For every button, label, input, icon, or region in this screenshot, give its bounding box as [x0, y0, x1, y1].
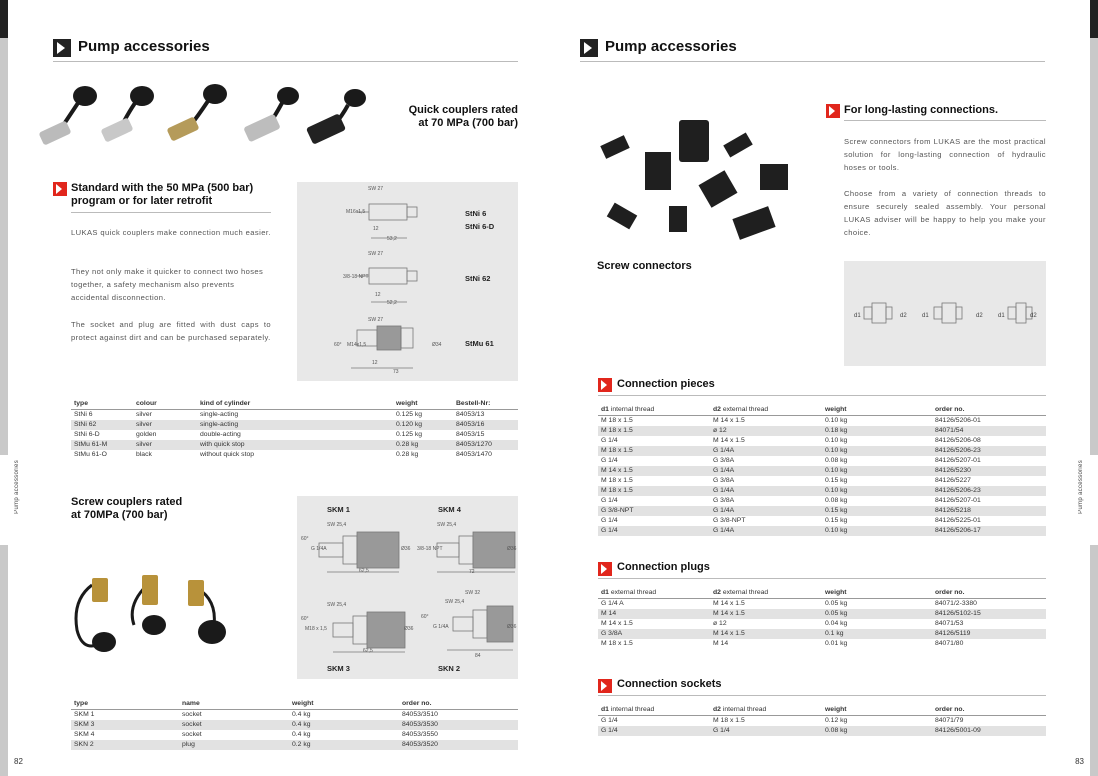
table-cell: M 14 x 1.5	[710, 609, 822, 619]
table-cell: M 18 x 1.5	[598, 446, 710, 456]
dim-sw-2: SW 27	[368, 251, 384, 257]
standard-para-1: LUKAS quick couplers make connection much easier.	[71, 228, 271, 237]
table-cell: 0.08 kg	[825, 456, 848, 464]
standard-heading-line1: Standard with the 50 MPa (500 bar)	[71, 182, 254, 194]
table-cell: 0.28 kg	[393, 440, 453, 450]
label-skn-2: SKN 2	[438, 664, 461, 673]
table-cell: StMu 61-M	[71, 440, 133, 450]
table-cell: 84071/53	[935, 619, 964, 627]
col-kind: kind of cylinder	[197, 398, 393, 409]
table-row	[71, 740, 518, 750]
table-cell: plug	[179, 740, 289, 750]
column-header	[710, 404, 822, 415]
table-row	[71, 720, 518, 730]
quick-couplers-heading	[380, 104, 518, 130]
table-cell: M 18 x 1.5	[601, 416, 633, 424]
table-cell: M 14 x 1.5	[710, 629, 822, 639]
connection-sockets-arrow-icon	[598, 679, 612, 693]
column-header-key: d1	[601, 588, 609, 596]
table-cell: SKM 4	[74, 730, 95, 738]
diag-d2-b: d2	[976, 313, 983, 319]
table-cell: 84053/3510	[402, 710, 438, 718]
column-header-desc: external thread	[720, 588, 769, 596]
connection-plugs-heading: Connection plugs	[617, 561, 710, 573]
diag-d2-c: d2	[1030, 313, 1037, 319]
col-type: type	[71, 398, 133, 409]
connection-plugs-table	[598, 587, 1046, 649]
table-cell: socket	[182, 730, 202, 738]
table-row	[598, 516, 1046, 526]
table-cell: M 18 x 1.5	[598, 486, 710, 496]
table-cell: StMu 61-O	[74, 450, 107, 458]
col-order: order no.	[399, 698, 518, 709]
table-row	[598, 456, 1046, 466]
table-cell: socket	[182, 710, 202, 718]
skm4-thread: 3/8-18 NPT	[417, 546, 443, 552]
table-cell: 84126/5206-17	[932, 526, 1046, 536]
table-cell: without quick stop	[200, 450, 255, 458]
skm1-len: 62,5	[359, 568, 369, 574]
table-row	[598, 506, 1046, 516]
table-cell: 84053/1470	[456, 450, 492, 458]
column-header	[710, 704, 822, 715]
dim-a-3: 12	[372, 360, 378, 366]
table-cell: 84126/5206-08	[935, 436, 981, 444]
table-cell: G 1/4	[710, 726, 822, 736]
table-row	[598, 715, 1046, 726]
table-cell: with quick stop	[197, 440, 393, 450]
dim-thread-3: M14x1,5	[347, 342, 367, 348]
table-cell: 0.08 kg	[825, 496, 848, 504]
table-cell: G 3/8A	[713, 456, 735, 464]
column-header-desc: internal thread	[608, 405, 655, 413]
table-row	[71, 430, 518, 440]
table-header-row	[71, 698, 518, 709]
title-arrow-icon	[53, 39, 71, 57]
skn2-angle: 60°	[421, 614, 429, 620]
connection-plugs-arrow-icon	[598, 562, 612, 576]
long-lasting-rule	[844, 120, 1046, 121]
screw-couplers-heading-line2: at 70MPa (700 bar)	[71, 509, 168, 521]
column-header-desc: external thread	[720, 405, 769, 413]
column-header-desc: internal thread	[720, 705, 767, 713]
connection-pieces-heading: Connection pieces	[617, 378, 715, 390]
table-cell: 0.125 kg	[396, 410, 423, 418]
table-cell: 84053/3550	[402, 730, 438, 738]
table-cell: 84126/5225-01	[935, 516, 981, 524]
column-header-key: d1	[601, 705, 609, 713]
table-cell: 84053/16	[453, 420, 518, 430]
skm1-dia: Ø36	[401, 546, 411, 552]
table-cell: 0.05 kg	[825, 599, 848, 607]
table-cell: 0.1 kg	[822, 629, 932, 639]
table-row	[598, 415, 1046, 426]
table-cell: G 1/4	[601, 496, 618, 504]
table-cell: 0.120 kg	[393, 420, 453, 430]
quick-couplers-photo	[30, 78, 370, 163]
col-weight: weight	[289, 698, 399, 709]
table-cell: M 18 x 1.5	[598, 426, 710, 436]
table-cell: G 1/4	[598, 526, 710, 536]
table-row	[71, 730, 518, 740]
column-header	[932, 404, 1046, 415]
table-cell: M 14	[598, 609, 710, 619]
table-row	[71, 450, 518, 460]
table-cell: G 1/4	[601, 436, 618, 444]
column-header	[822, 404, 932, 415]
left-title-rule	[53, 61, 518, 62]
table-cell: M 18 x 1.5	[713, 716, 745, 724]
table-cell: G 1/4A	[710, 506, 822, 516]
column-header	[822, 704, 932, 715]
skn2-thread: G 1/4A	[433, 624, 449, 630]
table-cell: 0.4 kg	[292, 710, 311, 718]
table-cell: M 14 x 1.5	[713, 599, 745, 607]
dim-dia-3: Ø34	[432, 342, 442, 348]
table-cell: 0.10 kg	[822, 446, 932, 456]
table-cell: silver	[133, 440, 197, 450]
skm3-thread: M18 x 1,5	[305, 626, 327, 632]
table-row	[598, 446, 1046, 456]
col-type: type	[71, 698, 179, 709]
table-cell: 84053/13	[456, 410, 485, 418]
screw-connectors-photo	[597, 112, 807, 252]
column-header-desc: external thread	[608, 588, 657, 596]
left-side-label: Pump accessories	[14, 460, 20, 514]
skm3-dia: Ø36	[404, 626, 414, 632]
table-row	[598, 609, 1046, 619]
diag-d2-a: d2	[900, 313, 907, 319]
table-cell: 0.15 kg	[825, 516, 848, 524]
table-cell: 0.15 kg	[822, 506, 932, 516]
skm3-angle: 60°	[301, 616, 309, 622]
column-header-key: d2	[713, 705, 721, 713]
column-header-key: order no.	[935, 588, 965, 596]
table-cell: G 3/8A	[598, 629, 710, 639]
column-header-key: order no.	[935, 405, 965, 413]
standard-arrow-icon	[53, 182, 67, 196]
table-cell: M 18 x 1.5	[601, 639, 633, 647]
table-cell: G 1/4	[601, 516, 618, 524]
table-header-row	[71, 398, 518, 409]
skm3-sw: SW 25,4	[327, 602, 347, 608]
quick-couplers-heading-line2: at 70 MPa (700 bar)	[418, 117, 518, 129]
label-stmu-61: StMu 61	[465, 339, 494, 348]
table-cell: G 3/8-NPT	[713, 516, 746, 524]
screw-coupler-drawings	[297, 496, 518, 679]
table-row	[598, 426, 1046, 436]
right-title-rule	[580, 61, 1045, 62]
column-header-key: weight	[825, 405, 847, 413]
table-cell: G 1/4 A	[601, 599, 624, 607]
table-row	[71, 409, 518, 420]
table-cell: M 18 x 1.5	[601, 476, 633, 484]
right-side-label: Pump accessories	[1078, 460, 1084, 514]
table-header-row	[598, 704, 1046, 715]
table-cell: 0.4 kg	[289, 720, 399, 730]
column-header	[932, 704, 1046, 715]
table-cell: G 1/4	[598, 726, 710, 736]
table-cell: single-acting	[200, 410, 239, 418]
table-row	[598, 466, 1046, 476]
dim-len-3: 73	[393, 369, 399, 375]
dim-a-1: 12	[373, 226, 379, 232]
left-page-number: 82	[14, 757, 23, 766]
table-cell: 84126/5119	[932, 629, 1046, 639]
skm1-angle: 60°	[301, 536, 309, 542]
table-cell: M 14 x 1.5	[713, 416, 745, 424]
table-row	[598, 639, 1046, 649]
right-title-arrow-icon	[580, 39, 598, 57]
table-cell: 84126/5206-23	[932, 486, 1046, 496]
screw-couplers-heading-line1: Screw couplers rated	[71, 496, 183, 508]
dim-a-2: 12	[375, 292, 381, 298]
skn2-len: 84	[475, 653, 481, 659]
table-row	[598, 436, 1046, 446]
table-row	[598, 619, 1046, 629]
table-cell: 0.2 kg	[289, 740, 399, 750]
table-cell: 0.10 kg	[822, 526, 932, 536]
table-cell: 0.04 kg	[825, 619, 848, 627]
dim-len-2: 52,2	[387, 300, 397, 306]
table-cell: M 14 x 1.5	[598, 466, 710, 476]
diag-d1-c: d1	[998, 313, 1005, 319]
long-lasting-para-2: Choose from a variety of connection threads to ensure securely sealed assembly. Your personal LUKAS adviser will be happy to help you make your choice.	[844, 189, 1046, 237]
table-cell: 0.4 kg	[292, 730, 311, 738]
long-lasting-arrow-icon	[826, 104, 840, 118]
table-cell: 84071/2-3380	[935, 599, 977, 607]
table-row	[71, 420, 518, 430]
skm4-dia: Ø36	[507, 546, 517, 552]
dim-angle-3: 60°	[334, 342, 342, 348]
long-lasting-para-1: Screw connectors from LUKAS are the most practical solution for long-lasting connection of hydraulic hoses or tools.	[844, 137, 1046, 172]
dim-len-1: 53,2	[387, 236, 397, 242]
column-header-key: order no.	[935, 705, 965, 713]
quick-coupler-drawings	[297, 182, 518, 381]
table-cell: G 3/8A	[713, 496, 735, 504]
table-cell: 84126/5206-01	[935, 416, 981, 424]
table-cell: golden	[136, 430, 157, 438]
table-cell: 84126/5207-01	[935, 496, 981, 504]
column-header-key: weight	[825, 705, 847, 713]
table-cell: 84071/80	[935, 639, 964, 647]
connection-pieces-arrow-icon	[598, 378, 612, 392]
table-row	[598, 496, 1046, 506]
table-cell: 84053/3520	[399, 740, 518, 750]
table-cell: 84126/5218	[932, 506, 1046, 516]
table-cell: 84071/79	[935, 716, 964, 724]
col-name: name	[179, 698, 289, 709]
screw-couplers-photo	[62, 570, 247, 660]
standard-rule	[71, 212, 271, 213]
table-cell: G 1/4A	[710, 526, 822, 536]
table-cell: 84126/5227	[935, 476, 971, 484]
dim-thread-1: M16x1,5	[346, 209, 366, 215]
diag-d1-b: d1	[922, 313, 929, 319]
skm4-len: 72	[469, 569, 475, 575]
table-cell: 0.10 kg	[822, 486, 932, 496]
screw-couplers-heading	[71, 496, 271, 522]
table-cell: 0.10 kg	[822, 466, 932, 476]
column-header	[598, 587, 710, 598]
standard-para-2: They not only make it quicker to connect two hoses together, a safety mechanism also prevents accidental disconnection.	[71, 267, 264, 302]
table-cell: 84053/15	[456, 430, 485, 438]
table-cell: 0.125 kg	[396, 430, 423, 438]
table-cell: 0.15 kg	[825, 476, 848, 484]
standard-para-3: The socket and plug are fitted with dust caps to protect against dirt and can be purchased separately.	[71, 320, 271, 342]
right-edge-strip	[1090, 0, 1098, 776]
connection-pieces-rule	[598, 395, 1046, 396]
table-cell: SKN 2	[71, 740, 179, 750]
table-cell: G 1/4	[601, 716, 618, 724]
skm1-sw: SW 25,4	[327, 522, 347, 528]
skn2-sw: SW 25,4	[445, 599, 465, 605]
table-cell: double-acting	[200, 430, 241, 438]
standard-heading	[71, 182, 281, 208]
table-row	[598, 486, 1046, 496]
connection-sockets-table	[598, 704, 1046, 736]
column-header	[710, 587, 822, 598]
table-cell: 0.18 kg	[822, 426, 932, 436]
table-cell: StNi 6	[74, 410, 93, 418]
table-cell: 0.10 kg	[825, 416, 848, 424]
quick-couplers-table	[71, 398, 518, 460]
table-cell: M 14	[713, 639, 729, 647]
column-header	[822, 587, 932, 598]
table-cell: 0.05 kg	[822, 609, 932, 619]
column-header	[598, 704, 710, 715]
column-header-key: d1	[601, 405, 609, 413]
table-cell: G 3/8A	[713, 476, 735, 484]
right-page-title: Pump accessories	[605, 38, 737, 55]
column-header	[932, 587, 1046, 598]
left-edge-strip	[0, 0, 8, 776]
table-cell: SKM 3	[71, 720, 179, 730]
dim-sw-3: SW 27	[368, 317, 384, 323]
connection-sockets-rule	[598, 695, 1046, 696]
skm1-thread: G 1/4A	[311, 546, 327, 552]
column-header-desc: internal thread	[608, 705, 655, 713]
table-cell: G 1/4	[601, 456, 618, 464]
table-cell: black	[136, 450, 152, 458]
column-header	[598, 404, 710, 415]
table-cell: G 1/4A	[710, 466, 822, 476]
label-stni-62: StNi 62	[465, 274, 491, 283]
label-skm-1: SKM 1	[327, 505, 350, 514]
table-cell: 84071/54	[932, 426, 1046, 436]
table-cell: 84053/1270	[453, 440, 518, 450]
table-row	[71, 709, 518, 720]
table-cell: 84126/5230	[932, 466, 1046, 476]
table-cell: G 1/4A	[710, 446, 822, 456]
table-cell: 0.28 kg	[396, 450, 419, 458]
skn2-dia: Ø36	[507, 624, 517, 630]
table-cell: silver	[133, 420, 197, 430]
column-header-key: d2	[713, 405, 721, 413]
table-cell: 0.12 kg	[825, 716, 848, 724]
screw-connectors-label: Screw connectors	[597, 260, 692, 272]
table-cell: 84053/3530	[399, 720, 518, 730]
long-lasting-heading: For long-lasting connections.	[844, 104, 998, 116]
table-cell: 84126/5001-09	[932, 726, 1046, 736]
table-cell: silver	[136, 410, 152, 418]
col-weight: weight	[393, 398, 453, 409]
table-cell: single-acting	[197, 420, 393, 430]
table-cell: G 3/8-NPT	[598, 506, 710, 516]
screw-couplers-table	[71, 698, 518, 750]
table-cell: socket	[179, 720, 289, 730]
table-row	[598, 598, 1046, 609]
standard-heading-line2: program or for later retrofit	[71, 195, 213, 207]
skm3-len: 62,5	[363, 648, 373, 654]
right-page-number: 83	[1075, 757, 1084, 766]
table-cell: SKM 1	[74, 710, 95, 718]
dim-thread-2: 3/8-18 NPT	[343, 274, 369, 280]
col-colour: colour	[133, 398, 197, 409]
label-skm-4: SKM 4	[438, 505, 461, 514]
diag-d1-a: d1	[854, 313, 861, 319]
connection-plugs-rule	[598, 578, 1046, 579]
connector-diagram	[844, 261, 1046, 366]
table-cell: 84126/5207-01	[935, 456, 981, 464]
column-header-key: d2	[713, 588, 721, 596]
table-cell: 0.01 kg	[825, 639, 848, 647]
table-cell: G 1/4A	[710, 486, 822, 496]
table-cell: 84126/5102-15	[932, 609, 1046, 619]
table-header-row	[598, 404, 1046, 415]
table-row	[71, 440, 518, 450]
label-stni-6: StNi 6	[465, 209, 487, 218]
table-row	[598, 629, 1046, 639]
quick-couplers-heading-line1: Quick couplers rated	[408, 104, 518, 116]
left-page-title: Pump accessories	[78, 38, 210, 55]
label-stni-6d: StNi 6-D	[465, 222, 495, 231]
table-cell: 0.10 kg	[825, 436, 848, 444]
col-order: Bestell-Nr:	[453, 398, 518, 409]
table-cell: M 14 x 1.5	[713, 436, 745, 444]
dim-sw-1: SW 27	[368, 186, 384, 192]
connection-pieces-table	[598, 404, 1046, 536]
table-cell: StNi 62	[71, 420, 133, 430]
table-row	[598, 526, 1046, 536]
column-header-key: weight	[825, 588, 847, 596]
table-header-row	[598, 587, 1046, 598]
skn2-sw32: SW 32	[465, 590, 481, 596]
label-skm-3: SKM 3	[327, 664, 350, 673]
table-cell: StNi 6-D	[74, 430, 100, 438]
skm4-sw: SW 25,4	[437, 522, 457, 528]
table-cell: 84126/5206-23	[932, 446, 1046, 456]
table-cell: ø 12	[713, 619, 727, 627]
table-row	[598, 726, 1046, 736]
table-row	[598, 476, 1046, 486]
connection-sockets-heading: Connection sockets	[617, 678, 722, 690]
table-cell: ø 12	[710, 426, 822, 436]
table-cell: M 14 x 1.5	[601, 619, 633, 627]
table-cell: 0.08 kg	[822, 726, 932, 736]
